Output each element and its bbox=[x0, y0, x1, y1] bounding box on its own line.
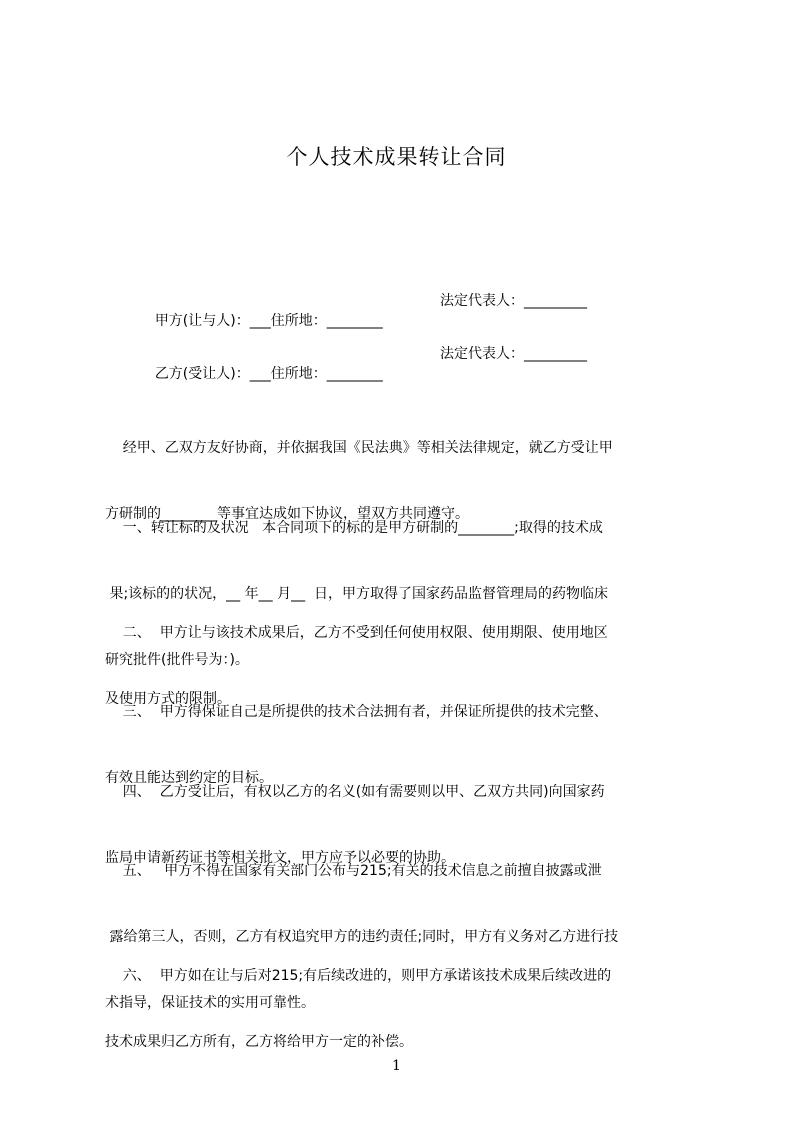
paragraph-line: 三、 甲方得保证自己是所提供的技术合法拥有者，并保证所提供的技术完整、 bbox=[105, 704, 608, 720]
page-number: 1 bbox=[392, 1058, 401, 1074]
paragraph-line: 方研制的________等事宜达成如下协议，望双方共同遵守。 bbox=[105, 506, 469, 522]
paragraph-line: 有效且能达到约定的目标。 bbox=[105, 770, 273, 786]
paragraph-line: 四、 乙方受让后，有权以乙方的名义(如有需要则以甲、乙双方共同)向国家药 bbox=[105, 784, 605, 800]
paragraph-line: 技术成果归乙方所有，乙方将给甲方一定的补偿。 bbox=[105, 1034, 413, 1050]
paragraph-line: 一、转让标的及状况 本合同项下的标的是甲方研制的________;取得的技术成 bbox=[105, 520, 603, 536]
party-a-label: 甲方(让与人)：___住所地：________ bbox=[154, 313, 383, 329]
paragraph-line: 二、 甲方让与该技术成果后，乙方不受到任何使用权限、使用期限、使用地区 bbox=[105, 625, 608, 641]
paragraph-line: 五、 甲方不得在国家有关部门公布与215;有关的技术信息之前擅自披露或泄 bbox=[105, 863, 602, 879]
paragraph-line: 六、 甲方如在让与后对215;有后续改进的，则甲方承诺该技术成果后续改进的 bbox=[105, 968, 612, 984]
page-title: 个人技术成果转让合同 bbox=[286, 145, 507, 169]
paragraph-line: 露给第三人，否则，乙方有权追究甲方的违约责任;同时，甲方有义务对乙方进行技 bbox=[105, 929, 619, 945]
party-b-representative: 法定代表人：_________ bbox=[440, 346, 587, 362]
paragraph-line: 研究批件(批件号为：)。 bbox=[105, 652, 249, 668]
paragraph-line: 术指导，保证技术的实用可靠性。 bbox=[105, 995, 315, 1011]
paragraph-line: 果;该标的的状况，__ 年__ 月__ 日，甲方取得了国家药品监督管理局的药物临床 bbox=[105, 586, 608, 602]
paragraph-line: 监局申请新药证书等相关批文，甲方应予以必要的协助。 bbox=[105, 850, 455, 866]
party-b-label: 乙方(受让人)：___住所地：________ bbox=[154, 366, 383, 382]
paragraph-line: 及使用方式的限制。 bbox=[105, 691, 231, 707]
paragraph-line: 经甲、乙双方友好协商，并依据我国《民法典》等相关法律规定，就乙方受让甲 bbox=[105, 440, 613, 456]
party-a-representative: 法定代表人：_________ bbox=[440, 293, 587, 309]
